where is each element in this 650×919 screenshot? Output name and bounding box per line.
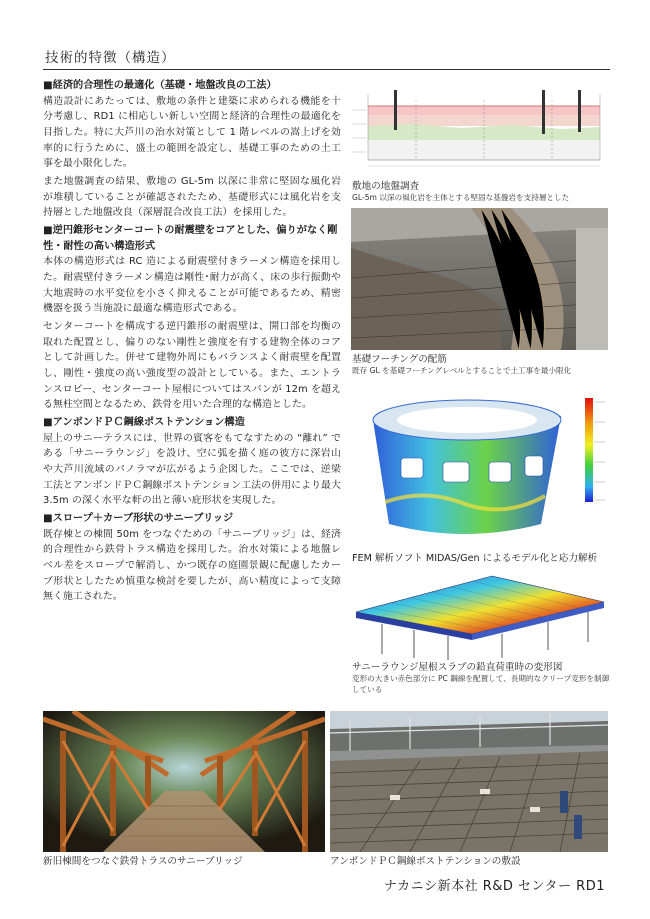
section-2-para-1: 本体の構造形式は RC 造による耐震壁付きラーメン構造を採用した。耐震壁付きラーメン構造は剛性･耐力が高く、床の歩行振動や大地震時の水平変位を小さく抑えることが可能であるため、精密機器を扱う当施設に最適な構造形式である。 [43, 256, 341, 315]
footing-caption-title: 基礎フーチングの配筋 [352, 354, 447, 365]
page-footer: ナカニシ新本社 R&D センター RD1 [383, 879, 605, 894]
section-2-para-2: センターコートを構成する逆円錐形の耐震壁は、開口部を均衡の取れた配置とし、偏りのない剛性と強度を有する建物全体のコアとして計画した。併せて建物外周にもバランスよく耐震壁を配置し、剛性・強度の高い強度型の設計としている。また、エントランスロビー、センターコート屋根についてはスパンが 12m を超える無柱空間となるため、鉄骨を用いた合理的な構造とした。 [43, 320, 341, 411]
section-heading-2: ■逆円錐形センターコートの耐震壁をコアとした、偏りがなく剛性・耐性の高い構造形式 [43, 225, 338, 252]
title-rule [43, 69, 610, 70]
fem-stress-model [365, 392, 610, 542]
bridge-truss-photo [43, 711, 325, 852]
page-title: 技術的特徴（構造） [45, 50, 176, 66]
section-1-para-2: また地盤調査の結果、敷地の GL-5m 以深に非常に堅固な風化岩が堆積していることが確認されたため、基礎形式には風化岩を支持層とした地盤改良（深層混合改良工法）を採用した。 [43, 176, 341, 219]
pc-strand-photo [330, 711, 608, 852]
soil-caption-title: 敷地の地盤調査 [352, 181, 420, 192]
slab-caption-sub: 変形の大きい赤色部分に PC 鋼線を配置して、長期的なクリープ変形を制御している [352, 674, 610, 694]
footing-rebar-photo [351, 208, 608, 350]
soil-caption-sub: GL-5m 以深の風化岩を主体とする堅固な基盤岩を支持層とした [352, 193, 570, 202]
fem-caption-title: FEM 解析ソフト MIDAS/Gen によるモデル化と応力解析 [352, 553, 598, 564]
slab-caption-title: サニーラウンジ屋根スラブの鉛直荷重時の変形図 [352, 662, 563, 673]
slab-deformation-figure [352, 572, 608, 660]
pc-caption-title: アンボンドＰＣ鋼線ポストテンションの敷設 [330, 856, 521, 867]
footing-caption-sub: 既存 GL を基礎フーチングレベルとすることで土工事を最小限化 [352, 366, 572, 375]
section-heading-1: ■経済的合理性の最適化（基礎・地盤改良の工法） [43, 80, 277, 91]
section-4-para-1: 既存棟との棟間 50m をつなぐための「サニーブリッジ」は、経済的合理性から鉄骨トラス構造を採用した。治水対策による地盤レベル差をスロープで解消し、かつ既存の庭園景観に配慮したカーブ形状としたため慎重な検討を要したが、高い精度によって支障無く施工された。 [43, 528, 341, 603]
section-heading-3: ■アンボンドＰＣ鋼線ポストテンション構造 [43, 417, 245, 429]
section-heading-4: ■スロープ＋カーブ形状のサニーブリッジ [43, 513, 234, 525]
section-1-para-1: 構造設計にあたっては、敷地の条件と建築に求められる機能を十分考慮し、RD1 に相応しい新しい空間と経済的合理性の最適化を目指した。特に大芦川の治水対策として 1 階レベルの嵩上げを効率的に行うために、盛土の範囲を設定し、基礎工事のための土工事を最小限化した。 [43, 95, 341, 170]
text-column [43, 78, 341, 607]
soil-section-diagram [352, 80, 608, 174]
section-3-para-1: 屋上のサニーテラスには、世界の賓客をもてなすための “離れ” である「サニーラウンジ」を設け、空に弧を描く庭の彼方に深岩山や大芦川流域のパノラマが広がるよう企図した。ここでは、逆梁工法とアンボンドＰＣ鋼線ポストテンション工法の併用により最大 3.5m の深く水平な軒の出と薄い庇形状を実現した。 [43, 432, 341, 507]
bridge-caption-title: 新旧棟間をつなぐ鉄骨トラスのサニーブリッジ [43, 856, 243, 867]
